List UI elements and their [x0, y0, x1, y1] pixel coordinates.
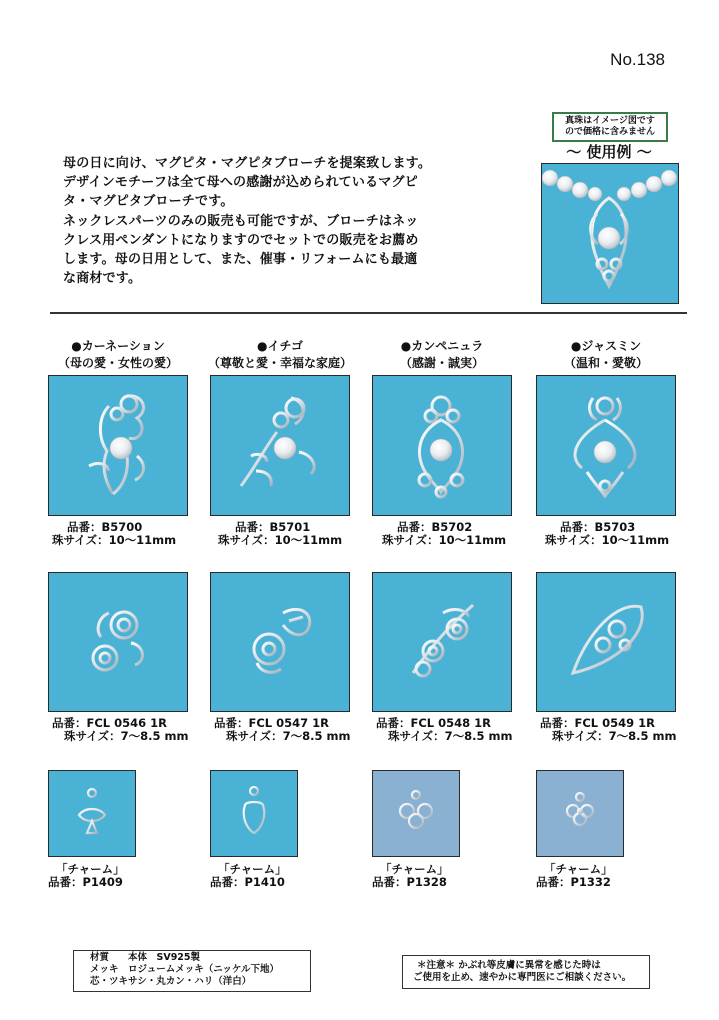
campanula-brooch-image — [373, 376, 510, 514]
brooch-photo-1 — [48, 375, 188, 516]
brooch-size-4: 珠サイズ：10～11mm — [545, 533, 670, 547]
brooch-meaning-4: （温和・愛敬） — [563, 356, 648, 370]
intro-line: します。母の日用として、また、催事・リフォームにも最適 — [63, 252, 418, 268]
usage-example-photo — [541, 163, 679, 304]
brooch-meaning-2: （尊敬と愛・幸福な家庭） — [207, 356, 352, 370]
intro-text — [63, 154, 518, 288]
carnation-part-image — [49, 573, 186, 710]
carnation-brooch-image — [49, 376, 186, 514]
usage-example-title: ～ 使用例 ～ — [566, 143, 652, 161]
note-line-1: 真珠はイメージ図です — [565, 116, 655, 126]
charm-label-3: 「チャーム」 — [380, 862, 449, 876]
brooch-photo-3 — [372, 375, 512, 516]
brooch-size-3: 珠サイズ：10～11mm — [382, 533, 507, 547]
strawberry-brooch-image — [211, 376, 348, 514]
material-line-3: 芯・ツキサシ・丸カン・ハリ（洋白） — [90, 976, 252, 987]
charm-code-2: 品番：P1410 — [210, 875, 285, 889]
charm-3-image — [373, 771, 458, 855]
part-photo-1 — [48, 572, 188, 712]
brooch-photo-2 — [210, 375, 350, 516]
brooch-name-3: ●カンペニュラ — [400, 339, 484, 353]
material-line-2: メッキ ロジュームメッキ（ニッケル下地） — [90, 964, 279, 975]
brooch-name-1: ●カーネーション — [71, 339, 165, 353]
brooch-photo-4 — [536, 375, 676, 516]
caution-line-2: ご使用を止め、速やかに専門医にご相談ください。 — [413, 972, 632, 983]
intro-line: クレス用ペンダントになりますのでセットでの販売をお薦め — [63, 232, 419, 248]
pearl-necklace-image — [542, 164, 677, 302]
caution-line-1: ＊注意＊ かぶれ等皮膚に異常を感じた時は — [417, 960, 601, 971]
charm-4-image — [537, 771, 622, 855]
charm-code-4: 品番：P1332 — [536, 875, 611, 889]
charm-1-image — [49, 771, 134, 855]
charm-label-2: 「チャーム」 — [218, 862, 287, 876]
caution-box — [402, 955, 650, 989]
brooch-meaning-1: （母の愛・女性の愛） — [57, 356, 178, 370]
charm-label-4: 「チャーム」 — [544, 862, 613, 876]
intro-line: 母の日に向け、マグピタ・マグピタブローチを提案致します。 — [63, 156, 432, 171]
brooch-size-1: 珠サイズ：10～11mm — [52, 533, 177, 547]
charm-code-3: 品番：P1328 — [372, 875, 447, 889]
part-size-4: 珠サイズ：7～8.5 mm — [552, 729, 677, 743]
brooch-meaning-3: （感謝・誠実） — [399, 356, 484, 370]
material-line-1: 材質 本体 SV925製 — [90, 952, 201, 963]
page-number: No.138 — [610, 50, 665, 69]
brooch-code-2: 品番：B5701 — [235, 520, 311, 534]
part-size-1: 珠サイズ：7～8.5 mm — [64, 729, 189, 743]
jasmine-brooch-image — [537, 376, 674, 514]
charm-photo-4 — [536, 770, 624, 857]
intro-line: タ・マグピタブローチです。 — [63, 194, 234, 210]
brooch-code-3: 品番：B5702 — [397, 520, 473, 534]
brooch-name-4: ●ジャスミン — [570, 339, 642, 353]
charm-2-image — [211, 771, 296, 855]
charm-code-1: 品番：P1409 — [48, 875, 123, 889]
jasmine-part-image — [537, 573, 674, 710]
charm-photo-1 — [48, 770, 136, 857]
part-code-2: 品番：FCL 0547 1R — [214, 716, 329, 730]
section-divider — [50, 312, 687, 314]
charm-photo-3 — [372, 770, 460, 857]
part-code-4: 品番：FCL 0549 1R — [540, 716, 655, 730]
part-size-3: 珠サイズ：7～8.5 mm — [388, 729, 513, 743]
intro-line: デザインモチーフは全て母への感謝が込められているマグピ — [63, 175, 418, 191]
intro-line: ネックレスパーツのみの販売も可能ですが、ブローチはネッ — [63, 213, 419, 229]
part-size-2: 珠サイズ：7～8.5 mm — [226, 729, 351, 743]
part-code-1: 品番：FCL 0546 1R — [52, 716, 167, 730]
part-photo-4 — [536, 572, 676, 712]
campanula-part-image — [373, 573, 510, 710]
brooch-name-2: ●イチゴ — [257, 339, 303, 353]
part-photo-2 — [210, 572, 350, 712]
part-code-3: 品番：FCL 0548 1R — [376, 716, 491, 730]
part-photo-3 — [372, 572, 512, 712]
material-info-box — [73, 950, 311, 992]
brooch-size-2: 珠サイズ：10～11mm — [218, 533, 343, 547]
charm-label-1: 「チャーム」 — [56, 862, 125, 876]
strawberry-part-image — [211, 573, 348, 710]
charm-photo-2 — [210, 770, 298, 857]
note-line-2: ので価格に含みません — [564, 127, 655, 137]
intro-line: な商材です。 — [63, 271, 142, 287]
pearl-note-box — [552, 112, 668, 142]
brooch-code-4: 品番：B5703 — [560, 520, 636, 534]
brooch-code-1: 品番：B5700 — [67, 520, 143, 534]
